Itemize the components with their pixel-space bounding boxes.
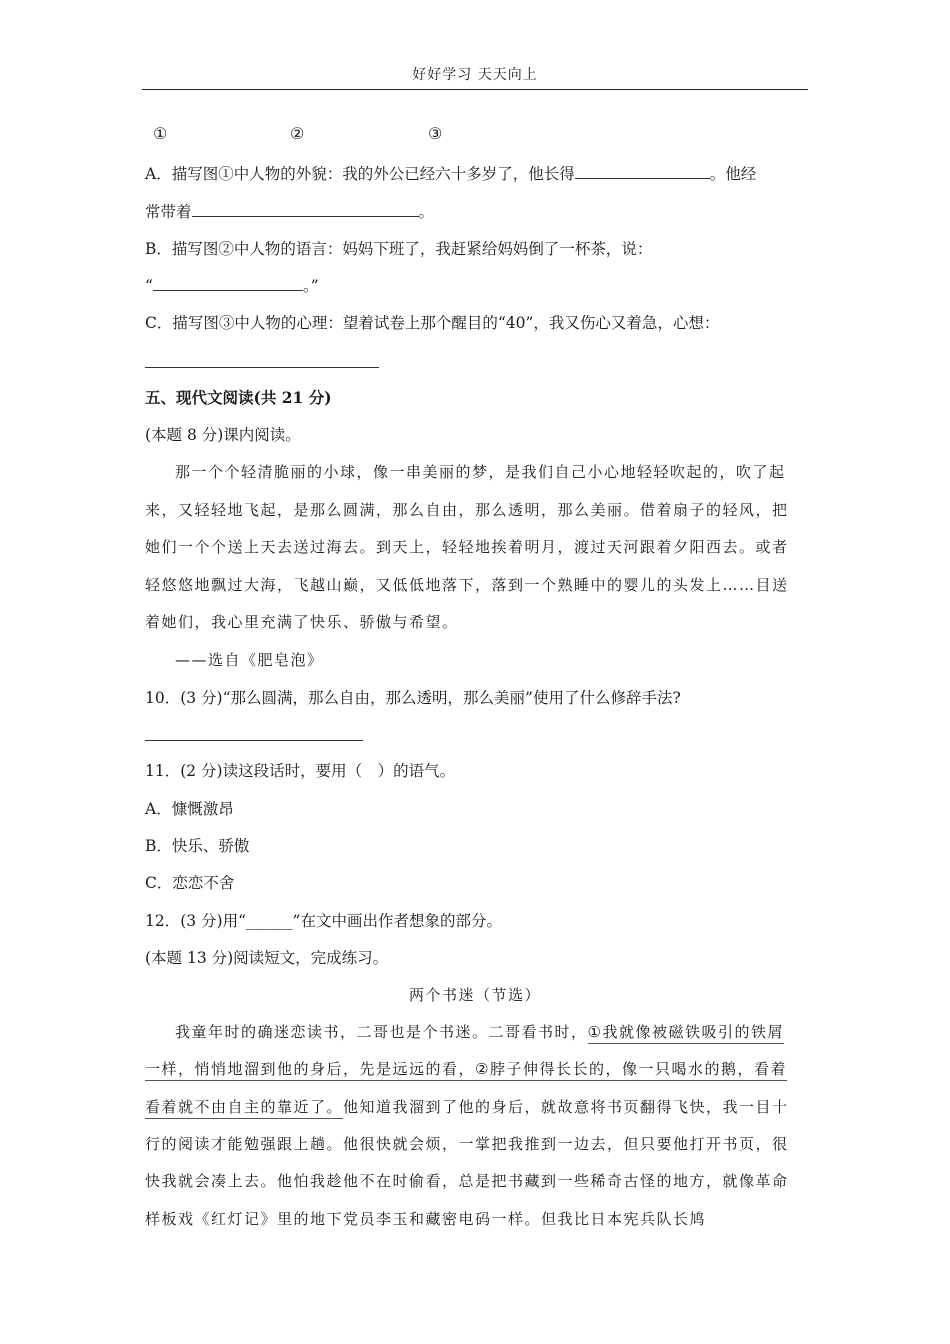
question-11-option-c[interactable]: C．恋恋不舍 [145,874,235,892]
question-c-answer-line[interactable] [145,367,379,368]
question-a-text: A．描写图①中人物的外貌：我的外公已经六十多岁了，他长得 [145,165,575,183]
question-11: 11．(2 分)读这段话时，要用（ ）的语气。 [145,762,456,780]
header-divider [142,89,808,90]
article-title: 两个书迷（节选） [408,986,541,1004]
question-b-line1: B．描写图②中人物的语言：妈妈下班了，我赶紧给妈妈倒了一杯茶，说： [145,240,653,258]
question-a-text3: 常带着 [145,203,192,221]
page-header: 好好学习 天天向上 [412,67,538,83]
picture-marker-1: ① [153,124,168,143]
question-11-option-a[interactable]: A．慷慨激昂 [145,800,234,818]
article-line [145,1096,789,1117]
passage-line: 那一个个轻清脆丽的小球，像一串美丽的梦，是我们自己小心地轻轻吹起的，吹了起 [175,463,786,481]
article-line: 行的阅读才能勉强跟上趟。他很快就会烦，一掌把我推到一边去，但只要他打开书页，很 [145,1135,789,1153]
question-b-line2 [145,274,319,296]
underlined-sentence-1: ①我就像被磁铁吸引的铁屑 [588,1023,784,1044]
question-a-text2: 。他经 [709,165,757,183]
question-a-blank1[interactable] [575,164,710,179]
question-12: 12．(3 分)用“______”在文中画出作者想象的部分。 [145,912,502,930]
question-b-blank[interactable] [153,276,303,291]
underlined-sentence-2: 一样，悄悄地溜到他的身后，先是远远的看，②脖子伸得长长的，像一只喝水的鹅，看着 [145,1060,787,1081]
passage-line: 轻悠悠地飘过大海，飞越山巅，又低低地落下，落到一个熟睡中的婴儿的头发上……目送 [145,576,789,594]
article-line: 快我就会凑上去。他怕我趁他不在时偷看，总是把书藏到一些稀奇古怪的地方，就像革命 [145,1172,789,1190]
question-a-blank2[interactable] [192,202,419,217]
question-10: 10．(3 分)“那么圆满，那么自由，那么透明，那么美丽”使用了什么修辞手法? [145,689,681,707]
question-11-option-b[interactable]: B．快乐、骄傲 [145,837,250,855]
question-a-line2 [145,200,434,222]
article-text: 他知道我溜到了他的身后，就故意将书页翻得飞快，我一目十 [343,1098,789,1116]
picture-marker-2: ② [290,124,305,143]
underlined-sentence-3: 看着就不由自主的靠近了。 [145,1098,343,1119]
article-line [175,1021,784,1042]
question-a-line1 [145,162,756,184]
article-text: 我童年时的确迷恋读书，二哥也是个书迷。二哥看书时， [175,1023,588,1041]
article-line: 样板戏《红灯记》里的地下党员李玉和藏密电码一样。但我比日本宪兵队长鸠 [145,1210,707,1228]
passage-line: 她们一个个送上天去送过海去。到天上，轻轻地挨着明月，渡过天河跟着夕阳西去。或者 [145,538,789,556]
question-10-answer-line[interactable] [145,740,363,741]
question-a-text4: 。 [418,203,435,221]
article-line [145,1058,787,1079]
question-c-line1: C．描写图③中人物的心理：望着试卷上那个醒目的“40”，我又伤心又着急，心想： [145,314,720,332]
passage-line: 着她们，我心里充满了快乐、骄傲与希望。 [145,613,459,631]
question-b-close: 。” [302,277,319,295]
part1-intro: (本题 8 分)课内阅读。 [145,426,301,444]
passage-source: ——选自《肥皂泡》 [175,651,324,669]
part2-intro: (本题 13 分)阅读短文，完成练习。 [145,949,389,967]
question-b-open-quote: “ [145,277,153,295]
picture-marker-3: ③ [428,124,443,143]
section-title: 五、现代文阅读(共 21 分) [145,388,332,407]
passage-line: 来，又轻轻地飞起，是那么圆满，那么自由，那么透明，那么美丽。借着扇子的轻风，把 [145,501,789,519]
